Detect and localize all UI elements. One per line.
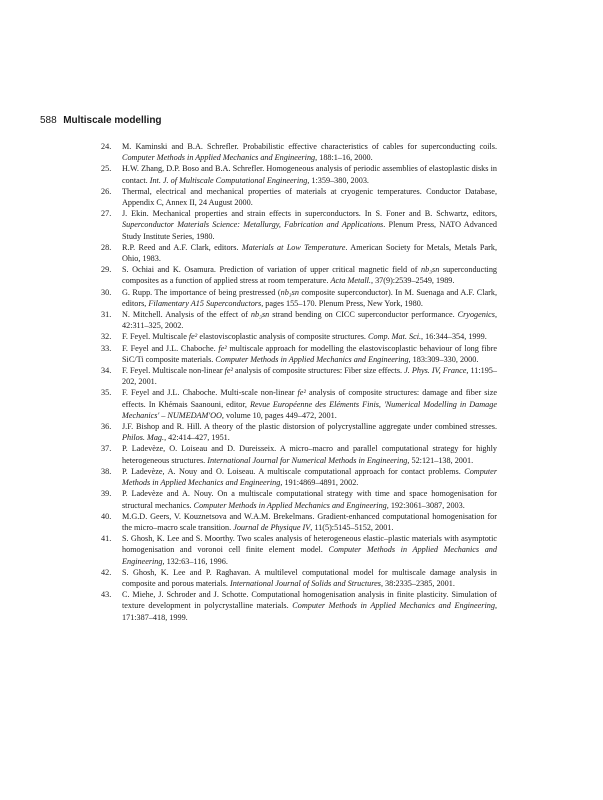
reference-italic-text: Superconductor Materials Science: Metallurgy, Fabrication and Applications bbox=[122, 220, 384, 230]
reference-number: 36. bbox=[101, 422, 112, 432]
reference-text: analysis of composite structures: damage and fiber size effects. In Khémais Saanouni, editor, bbox=[122, 388, 497, 409]
reference-text: , 132:63–116, 1996. bbox=[162, 556, 228, 566]
reference-text: N. Mitchell. Analysis of the effect of bbox=[122, 310, 251, 320]
reference-italic-text: Computer Methods in Applied Mechanics and Engineering bbox=[215, 354, 409, 364]
reference-italic-text: Journal de Physique IV bbox=[233, 522, 311, 532]
reference-italic-text: Revue Européenne des Eléments Finis, 'Numerical Modelling in Damage Mechanics' – NUMEDAM'OO bbox=[122, 399, 497, 420]
reference-item bbox=[101, 141, 497, 163]
reference-text: , 188:1–16, 2000. bbox=[315, 153, 373, 163]
reference-text: R.P. Reed and A.F. Clark, editors. bbox=[122, 242, 242, 252]
reference-text: , 191:4869–4891, 2002. bbox=[280, 478, 359, 488]
reference-number: 26. bbox=[101, 186, 112, 196]
reference-text: superconducting composites as a function of applied stress at room temperature. bbox=[122, 265, 498, 286]
reference-text: P. Ladevèze, O. Loiseau and D. Dureisseix. A micro–macro and parallel computational strategy for highly heterogeneous structures. bbox=[122, 444, 497, 465]
reference-number: 34. bbox=[101, 366, 112, 376]
reference-italic-text: Computer Methods in Applied Mechanics and Engineering bbox=[122, 466, 497, 488]
reference-number: 40. bbox=[101, 511, 112, 521]
reference-number: 27. bbox=[101, 209, 112, 219]
reference-item bbox=[101, 443, 497, 465]
reference-text: , pages 155–170. Plenum Press, New York, 1980. bbox=[261, 298, 423, 308]
reference-text: analysis of composite structures: Fiber size effects. bbox=[233, 366, 405, 376]
reference-italic-text: fe² bbox=[218, 343, 227, 353]
reference-text: , 11:195–202, 2001. bbox=[122, 366, 497, 387]
reference-italic-text: Cryogenics bbox=[457, 310, 495, 320]
reference-text: H.W. Zhang, D.P. Boso and B.A. Schrefler. Homogeneous analysis of periodic assemblies of elastoplastic disks in contact. bbox=[122, 164, 497, 185]
reference-italic-text: Computer Methods in Applied Mechanics and Engineering bbox=[292, 601, 495, 611]
reference-number: 24. bbox=[101, 142, 112, 151]
reference-text: S. Ghosh, K. Lee and S. Moorthy. Two scales analysis of heterogeneous elastic–plastic materials with asymptotic homogenisation and voronoi cell finite element model. bbox=[122, 534, 497, 555]
reference-text: , 38:2335–2385, 2001. bbox=[380, 578, 455, 588]
reference-text: elastoviscoplastic analysis of composite structures. bbox=[197, 332, 369, 342]
reference-text: F. Feyel. Multiscale bbox=[122, 332, 189, 342]
reference-number: 41. bbox=[101, 534, 112, 544]
reference-text: , 42:311–325, 2002. bbox=[122, 310, 497, 331]
reference-item bbox=[101, 511, 497, 533]
reference-text: M. Kaminski and B.A. Schrefler. Probabilistic effective characteristics of cables for superconducting coils. bbox=[122, 142, 497, 151]
reference-item bbox=[101, 365, 497, 387]
reference-number: 35. bbox=[101, 388, 112, 398]
reference-item bbox=[101, 387, 497, 421]
reference-number: 37. bbox=[101, 444, 112, 454]
reference-text: , 37(9):2539–2549, 1989. bbox=[370, 276, 455, 286]
reference-text: composite superconductor). In M. Suenaga and A.F. Clark, editors, bbox=[122, 287, 497, 308]
reference-italic-text: Comp. Mat. Sci. bbox=[368, 332, 422, 342]
reference-italic-text: International Journal for Numerical Methods in Engineering bbox=[207, 455, 408, 465]
reference-text: , volume 10, pages 449–472, 2001. bbox=[221, 410, 337, 420]
reference-italic-text: Computer Methods in Applied Mechanics and Engineering bbox=[193, 500, 387, 510]
reference-item bbox=[101, 589, 497, 623]
reference-item bbox=[101, 208, 497, 242]
reference-italic-text: fe² bbox=[188, 332, 198, 342]
reference-item bbox=[101, 421, 497, 443]
reference-list bbox=[101, 141, 497, 623]
reference-italic-text: nb₃sn bbox=[250, 310, 270, 320]
reference-italic-text: Philos. Mag. bbox=[122, 433, 165, 443]
reference-italic-text: International Journal of Solids and Structures bbox=[230, 578, 381, 588]
reference-text: S. Ghosh, K. Lee and P. Raghavan. A multilevel computational model for multiscale damage analysis in composite and porous materials. bbox=[122, 567, 497, 588]
reference-text: . American Society for Metals, Metals Park, Ohio, 1983. bbox=[122, 242, 497, 264]
chapter-title: Multiscale modelling bbox=[63, 115, 162, 126]
reference-item bbox=[101, 309, 497, 331]
reference-text: J.F. Bishop and R. Hill. A theory of the plastic distorsion of polycrystalline aggregate under combined stresses. bbox=[122, 422, 497, 432]
reference-item bbox=[101, 533, 497, 567]
reference-number: 25. bbox=[101, 164, 112, 174]
reference-text: G. Rupp. The importance of being prestressed ( bbox=[122, 287, 281, 297]
reference-italic-text: Computer Methods in Applied Mechanics and Engineering bbox=[122, 545, 497, 566]
reference-italic-text: Acta Metall. bbox=[330, 276, 371, 286]
reference-italic-text: Materials at Low Temperature bbox=[241, 242, 346, 252]
reference-item bbox=[101, 488, 497, 510]
reference-number: 38. bbox=[101, 466, 112, 476]
reference-item bbox=[101, 186, 497, 208]
reference-italic-text: Int. J. of Multiscale Computational Engineering bbox=[149, 175, 308, 185]
reference-number: 32. bbox=[101, 332, 112, 342]
reference-italic-text: J. Phys. IV, France bbox=[404, 366, 467, 376]
reference-text: strand bending on CICC superconductor performance. bbox=[269, 310, 458, 320]
reference-text: , 171:387–418, 1999. bbox=[122, 601, 497, 622]
reference-text: , 42:414–427, 1951. bbox=[164, 433, 230, 443]
page-number: 588 bbox=[40, 115, 57, 126]
reference-item bbox=[101, 567, 497, 589]
reference-text: , 16:344–354, 1999. bbox=[421, 332, 487, 342]
reference-text: F. Feyel. Multiscale non-linear bbox=[122, 366, 225, 376]
reference-text: , 11(5):5145–5152, 2001. bbox=[310, 522, 394, 532]
reference-text: , 192:3061–3087, 2003. bbox=[386, 500, 465, 510]
reference-item bbox=[101, 466, 497, 488]
reference-text: multiscale approach for modelling the elastoviscoplastic behaviour of long fibre SiC/Ti composite materials. bbox=[122, 343, 497, 364]
reference-italic-text: fe² bbox=[224, 366, 233, 376]
reference-text: S. Ochiai and K. Osamura. Prediction of variation of upper critical magnetic field of bbox=[122, 265, 422, 275]
reference-italic-text: Computer Methods in Applied Mechanics and Engineering bbox=[122, 153, 316, 163]
reference-number: 43. bbox=[101, 590, 112, 600]
reference-text: F. Feyel and J.L. Chaboche. Multi-scale non-linear bbox=[122, 388, 298, 398]
reference-text: , 183:309–330, 2000. bbox=[408, 354, 479, 364]
reference-italic-text: nb₃sn bbox=[421, 265, 440, 275]
reference-text: F. Feyel and J.L. Chaboche. bbox=[122, 343, 219, 353]
reference-number: 30. bbox=[101, 287, 112, 297]
reference-item bbox=[101, 242, 497, 264]
running-header bbox=[40, 115, 162, 127]
reference-text: P. Ladevèze and A. Nouy. On a multiscale computational strategy with time and space homogenisation for structural mechanics. bbox=[122, 489, 497, 510]
reference-text: Thermal, electrical and mechanical properties of materials at cryogenic temperatures. Conductor Database, Appendix C, Annex II, 24 August 2000. bbox=[122, 186, 497, 208]
reference-text: M.G.D. Geers, V. Kouznetsova and W.A.M. Brekelmans. Gradient-enhanced computational homogenisation for the micro–macro scale transition. bbox=[122, 511, 497, 532]
reference-number: 33. bbox=[101, 343, 112, 353]
reference-item bbox=[101, 287, 497, 309]
reference-text: J. Ekin. Mechanical properties and strain effects in superconductors. In S. Foner and B. Schwartz, editors, bbox=[122, 209, 497, 219]
reference-italic-text: nb₃sn bbox=[280, 287, 299, 297]
reference-italic-text: fe² bbox=[297, 388, 306, 398]
reference-number: 42. bbox=[101, 567, 112, 577]
reference-number: 28. bbox=[101, 242, 112, 252]
reference-item bbox=[101, 264, 497, 286]
reference-item bbox=[101, 331, 497, 342]
reference-text: P. Ladevèze, A. Nouy and O. Loiseau. A multiscale computational approach for contact problems. bbox=[122, 466, 465, 476]
reference-number: 39. bbox=[101, 489, 112, 499]
reference-number: 29. bbox=[101, 265, 112, 275]
reference-number: 31. bbox=[101, 310, 112, 320]
reference-item bbox=[101, 163, 497, 185]
reference-text: C. Miehe, J. Schroder and J. Schotte. Computational homogenisation analysis in finite plasticity. Simulation of texture development in polycrystalline materials. bbox=[122, 590, 497, 611]
reference-text: , 52:121–138, 2001. bbox=[407, 455, 474, 465]
reference-item bbox=[101, 343, 497, 365]
reference-text: , 1:359–380, 2003. bbox=[307, 175, 369, 185]
reference-italic-text: Filamentary A15 Superconductors bbox=[148, 298, 262, 308]
reference-text: . Plenum Press, NATO Advanced Study Institute Series, 1980. bbox=[122, 220, 497, 241]
